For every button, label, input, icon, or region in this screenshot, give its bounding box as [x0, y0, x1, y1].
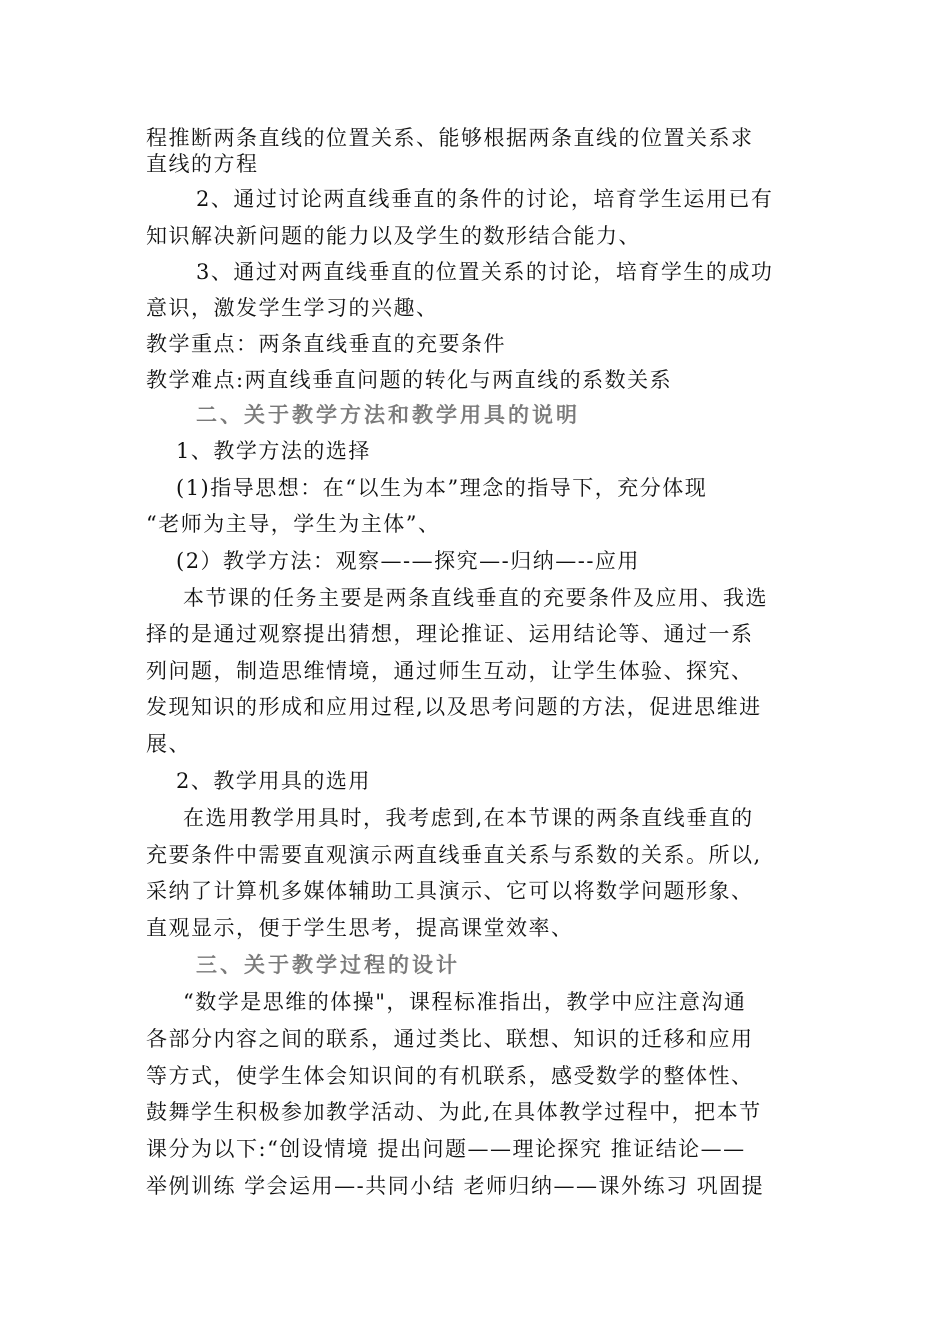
text-line: 等方式，使学生体会知识间的有机联系，感受数学的整体性、 [146, 1064, 754, 1088]
text-line: 知识解决新问题的能力以及学生的数形结合能力、 [146, 224, 641, 248]
text-line: 在选用教学用具时，我考虑到,在本节课的两条直线垂直的 [183, 806, 754, 830]
section-heading: 二、关于教学方法和教学用具的说明 [196, 402, 580, 427]
text-line: 采纳了计算机多媒体辅助工具演示、它可以将数学问题形象、 [146, 879, 754, 903]
text-line: 2、通过讨论两直线垂直的条件的讨论，培育学生运用已有 [196, 187, 774, 211]
text-line: 举例训练 学会运用—-共同小结 老师归纳——课外练习 巩固提 [146, 1174, 765, 1198]
text-line: 列问题，制造思维情境，通过师生互动，让学生体验、探究、 [146, 659, 754, 683]
text-line: 意识，激发学生学习的兴趣、 [146, 296, 439, 320]
text-line: 本节课的任务主要是两条直线垂直的充要条件及应用、我选 [183, 586, 768, 610]
text-line: 3、通过对两直线垂直的位置关系的讨论，培育学生的成功 [196, 260, 774, 284]
text-line: 教学难点:两直线垂直问题的转化与两直线的系数关系 [146, 368, 673, 392]
text-line: 直线的方程 [146, 152, 259, 176]
text-line: 各部分内容之间的联系，通过类比、联想、知识的迁移和应用 [146, 1027, 754, 1051]
text-line: 教学重点：两条直线垂直的充要条件 [146, 332, 506, 356]
subheading: 2、教学用具的选用 [176, 769, 371, 793]
text-line: 充要条件中需要直观演示两直线垂直关系与系数的关系。所以, [146, 843, 762, 867]
text-line: 程推断两条直线的位置关系、能够根据两条直线的位置关系求 [146, 126, 754, 150]
subheading: 1、教学方法的选择 [176, 439, 371, 463]
text-line: 鼓舞学生积极参加教学活动、为此,在具体教学过程中，把本节 [146, 1100, 762, 1124]
text-line: 直观显示，便于学生思考，提高课堂效率、 [146, 916, 574, 940]
text-line: “数学是思维的体操"，课程标准指出，教学中应注意沟通 [183, 990, 747, 1014]
text-line: “老师为主导，学生为主体”、 [146, 512, 441, 536]
section-heading: 三、关于教学过程的设计 [196, 952, 460, 977]
text-line: 发现知识的形成和应用过程,以及思考问题的方法，促进思维进 [146, 695, 762, 719]
text-line: (2）教学方法：观察—-—探究—-归纳—--应用 [176, 549, 640, 573]
text-line: 择的是通过观察提出猜想，理论推证、运用结论等、通过一系 [146, 622, 754, 646]
text-line: 课分为以下:“创设情境 提出问题——理论探究 推证结论—— [146, 1137, 746, 1161]
text-line: 展、 [146, 732, 191, 756]
text-line: (1)指导思想：在“以生为本”理念的指导下，充分体现 [176, 476, 708, 500]
